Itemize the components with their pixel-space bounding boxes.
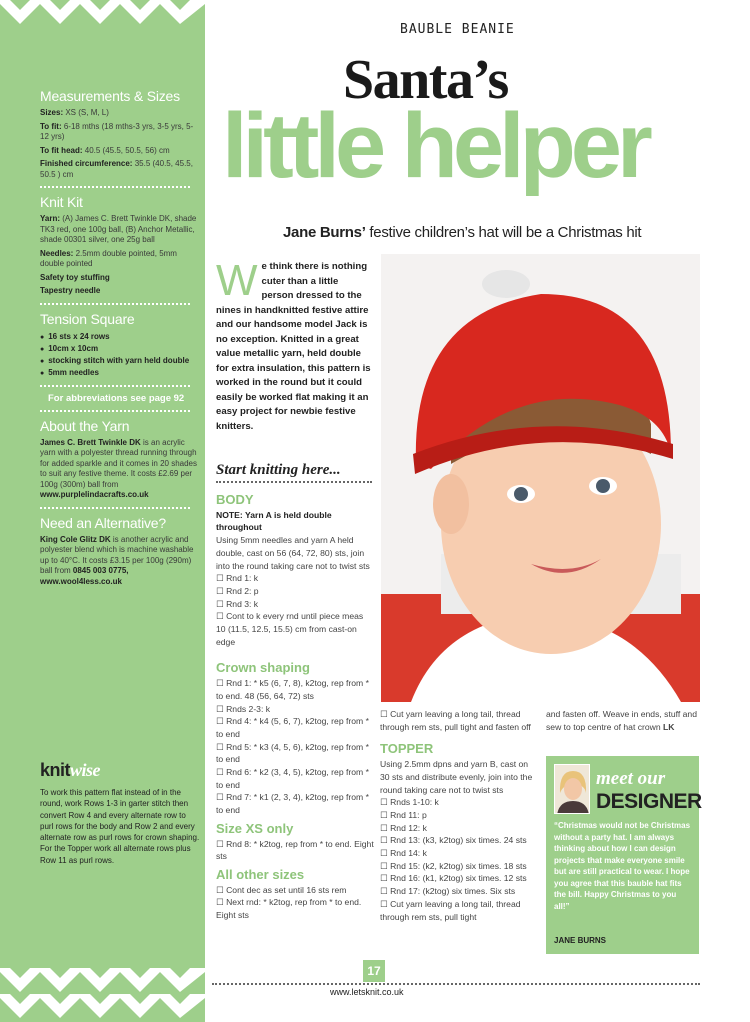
tension-heading: Tension Square (40, 310, 135, 327)
needles: Needles: 2.5mm double pointed, 5mm double pointed (40, 248, 177, 268)
pattern-row: ☐ Rnds 2-3: k (216, 703, 271, 714)
tapestry-needle: Tapestry needle (40, 286, 101, 295)
knit-pattern-bottom (0, 960, 205, 1022)
drop-cap: W (216, 256, 258, 305)
divider (40, 385, 190, 387)
about-yarn-heading: About the Yarn (40, 417, 130, 434)
divider (40, 186, 190, 188)
list-item: ● 10cm x 10cm (40, 343, 200, 355)
alternative-heading: Need an Alternative? (40, 514, 166, 531)
pattern-row: ☐ Cont to k every rnd until piece meas 10 (11.5, 12.5, 15.5) cm from cast-on edge (216, 611, 364, 647)
pattern-row: ☐ Rnd 1: * k5 (6, 7, 8), k2tog, rep from * to end. 48 (56, 64, 72) sts (216, 678, 369, 701)
knitwise-logo: knitwise (40, 760, 101, 780)
xs-heading: Size XS only (216, 820, 294, 836)
divider (40, 507, 190, 509)
tension-list (40, 331, 200, 379)
circumference: Finished circumference: 35.5 (40.5, 45.5, 50.5 ) cm (40, 159, 193, 179)
sizes: Sizes: XS (S, M, L) (40, 108, 109, 117)
body-text: Using 5mm needles and yarn A held double, cast on 56 (64, 72, 80) sts, join into the round taking care not to twist sts (216, 535, 370, 571)
alternative-url[interactable]: www.wool4less.co.uk (40, 576, 122, 586)
abbreviations-note: For abbreviations see page 92 (48, 392, 185, 404)
divider (40, 410, 190, 412)
stuffing: Safety toy stuffing (40, 272, 110, 282)
sidebar (0, 0, 205, 1022)
pattern-row: ☐ Rnd 14: k (380, 848, 427, 859)
to-fit-head: To fit head: 40.5 (45.5, 50.5, 56) cm (40, 145, 170, 155)
pattern-row: ☐ Rnd 11: p (380, 809, 427, 820)
topper-heading: TOPPER (380, 741, 434, 757)
about-yarn-text: James C. Brett Twinkle DK is an acrylic yarn with a polyester thread running through for added sparkle and it comes in 20 shades to suit any festive theme. It costs £2.69 per 100g (300m) ball from www.purplelindacrafts.co.uk (40, 437, 197, 499)
topper-text: Using 2.5mm dpns and yarn B, cast on 30 sts and distribute evenly, join into the round taking care not to twist sts (380, 759, 533, 795)
pattern-row: ☐ Rnd 12: k (380, 822, 427, 833)
knitwise-box (40, 760, 200, 866)
pattern-column-2 (380, 708, 538, 923)
sidebar-content (40, 88, 200, 590)
title-line-2: little helper (222, 95, 648, 197)
pattern-row: ☐ Rnd 1: k (216, 573, 259, 584)
list-item: ● 5mm needles (40, 367, 200, 379)
pattern-row: ☐ Cont dec as set until 16 sts rem (216, 884, 347, 895)
knitwise-text: To work this pattern flat instead of in the round, work Rows 1-3 in garter stitch then convert Row 4 and every alternate row to purl rows for the body and Row 2 and every alternate row as purl rows for crown shaping. For the Topper work all alternate rows plus Row 11 as purl rows. (40, 788, 200, 865)
intro-paragraph: We think there is nothing cuter than a little person dressed to the nines in handknitted festive attire and our handsome model Jack is no exception. Knitted in a great value metallic yarn, held double for extra insulation, this pattern is worked in the round but it could easily be worked flat making it an easy project for newbie festive knitters. (216, 256, 371, 432)
pattern-row: ☐ Rnd 8: * k2tog, rep from * to end. Eight sts (216, 838, 374, 862)
pattern-row: ☐ Rnd 4: * k4 (5, 6, 7), k2tog, rep from * to end (216, 716, 369, 739)
pattern-column-3 (546, 708, 702, 733)
alternative-text: King Cole Glitz DK is another acrylic and polyester blend which is machine washable up to 40°C. It costs £3.15 per 100g (290m) ball from 0845 003 0775, www.wool4less.co.uk (40, 534, 194, 586)
body-note: NOTE: Yarn A is held double throughout (216, 509, 332, 533)
start-knitting-heading: Start knitting here... (216, 462, 372, 483)
designer-box (546, 756, 702, 954)
subtitle: Jane Burns’ festive children’s hat will be a Christmas hit (283, 224, 642, 241)
pattern-row: ☐ Rnds 1-10: k (380, 797, 439, 808)
pattern-row: ☐ Rnd 5: * k3 (4, 5, 6), k2tog, rep from * to end (216, 741, 369, 765)
yarn: Yarn: (A) James C. Brett Twinkle DK, shade TK3 red, one 100g ball, (B) Anchor Metallic, shade 00301 silver, one 25g ball (40, 214, 197, 244)
designer-name: JANE BURNS (554, 936, 607, 945)
designer-quote: “Christmas would not be Christmas without a party hat. I am always thinking about how I can design projects that make everyone smile but are still practical to wear. I hope you agree that this bauble hat fits the bill. Happy Christmas to you all!” (554, 821, 691, 911)
pattern-row: ☐ Rnd 16: (k1, k2tog) six times. 12 sts (380, 873, 527, 884)
designer-photo (554, 764, 590, 814)
pattern-column-1 (216, 488, 374, 922)
designer-label: DESIGNER (596, 790, 702, 813)
meet-our-label: meet our (596, 768, 666, 789)
pattern-row: ☐ Rnd 17: (k2tog) six times. Six sts (380, 886, 516, 897)
footer-divider (212, 983, 700, 985)
knit-kit-heading: Knit Kit (40, 194, 83, 210)
baby-illustration (381, 254, 700, 702)
pattern-row: ☐ Rnd 15: (k2, k2tog) six times. 18 sts (380, 860, 527, 871)
pattern-row: ☐ Next rnd: * k2tog, rep from * to end. Eight sts (216, 897, 362, 921)
yarn-url[interactable]: www.purplelindacrafts.co.uk (40, 490, 149, 499)
pattern-row: ☐ Cut yarn leaving a long tail, thread through rem sts, pull tight and fasten off (380, 709, 531, 732)
crown-heading: Crown shaping (216, 660, 310, 676)
list-item: ● 16 sts x 24 rows (40, 331, 200, 343)
list-item: ● stocking stitch with yarn held double (40, 355, 200, 367)
pattern-row: ☐ Rnd 6: * k2 (3, 4, 5), k2tog, rep from * to end (216, 767, 369, 790)
pattern-row: ☐ Cut yarn leaving a long tail, thread through rem sts, pull tight (380, 898, 521, 922)
pattern-row: ☐ Rnd 2: p (216, 585, 259, 596)
to-fit: To fit: 6-18 mths (18 mths-3 yrs, 3-5 yrs, 5-12 yrs) (40, 121, 194, 141)
baby-photo (381, 254, 700, 702)
measurements-heading: Measurements & Sizes (40, 88, 180, 104)
finishing-text: and fasten off. Weave in ends, stuff and sew to top centre of hat crown LK (546, 709, 697, 732)
knit-pattern-top (0, 0, 205, 38)
footer-url[interactable]: www.letsknit.co.uk (330, 987, 404, 997)
divider (40, 303, 190, 305)
body-heading: BODY (216, 492, 254, 507)
pattern-row: ☐ Rnd 3: k (216, 598, 259, 609)
page-number: 17 (363, 960, 385, 982)
kicker: BAUBLE BEANIE (400, 22, 515, 37)
pattern-row: ☐ Rnd 7: * k1 (2, 3, 4), k2tog, rep from * to end (216, 792, 369, 816)
other-sizes-heading: All other sizes (216, 866, 305, 882)
pattern-row: ☐ Rnd 13: (k3, k2tog) six times. 24 sts (380, 835, 527, 846)
title-line-1: Santa’s (343, 49, 508, 111)
